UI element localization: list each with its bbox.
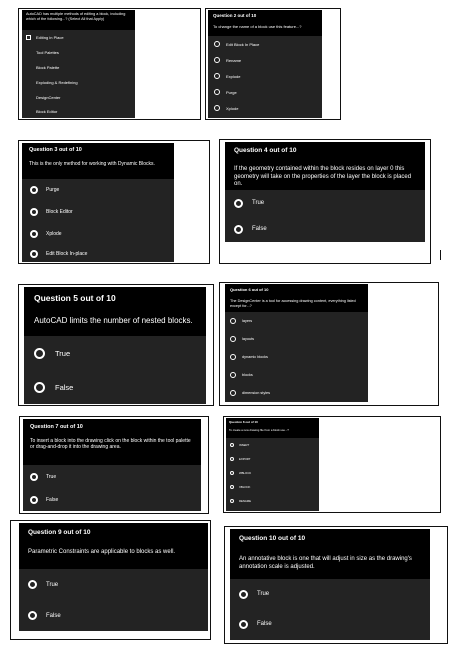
radio-button-icon[interactable]: [230, 499, 234, 503]
question-3-option-2[interactable]: [22, 201, 174, 223]
question-4-title: Question 4 out of 10: [234, 147, 297, 154]
question-2-option-1[interactable]: [208, 36, 322, 52]
radio-button-icon[interactable]: [230, 318, 236, 324]
question-10-text: An annotative block is one that will adjust in size as the drawing's annotation scale is adjusted.: [239, 556, 412, 570]
radio-button-icon[interactable]: [30, 473, 38, 481]
option-label: Explode: [226, 73, 241, 79]
option-label: Purge: [226, 89, 237, 95]
question-8-header: [226, 418, 319, 438]
option-label: Xplode: [46, 231, 62, 237]
radio-button-icon[interactable]: [230, 471, 234, 475]
radio-button-icon[interactable]: [28, 611, 37, 620]
option-label: True: [55, 348, 71, 358]
question-10-header: [230, 529, 430, 579]
radio-button-icon[interactable]: [230, 372, 236, 378]
question-8-text: To create a new drawing file from a block use...?: [229, 428, 289, 432]
option-label: dimension styles: [242, 391, 271, 395]
checkbox-icon[interactable]: [26, 35, 31, 40]
question-1-text: AutoCAD has multiple methods of editing a block, including which of the following...? (Select All that Apply): [26, 12, 126, 21]
question-3-card: [22, 143, 174, 262]
radio-button-icon[interactable]: [28, 580, 37, 589]
question-8-option-5[interactable]: [226, 494, 319, 508]
radio-button-icon[interactable]: [214, 57, 220, 63]
option-label: Edit Block In Place: [226, 41, 260, 47]
question-10-title: Question 10 out of 10: [239, 535, 306, 542]
question-6-card: [225, 284, 368, 402]
radio-button-icon[interactable]: [230, 457, 234, 461]
question-3-option-3[interactable]: [22, 223, 174, 245]
question-4-option-true[interactable]: [225, 190, 425, 216]
radio-button-icon[interactable]: [234, 225, 243, 234]
question-7-title: Question 7 out of 10: [30, 424, 83, 430]
radio-button-icon[interactable]: [30, 186, 38, 194]
question-9-card: [19, 523, 208, 631]
option-label: Tool Palettes: [36, 50, 59, 55]
radio-button-icon[interactable]: [214, 89, 220, 95]
question-6-option-4[interactable]: [225, 366, 368, 384]
option-label: False: [55, 382, 74, 392]
option-label: True: [257, 591, 270, 597]
divider-mark: [440, 250, 441, 260]
option-label: Block Editor: [36, 109, 58, 114]
question-6-option-2[interactable]: [225, 330, 368, 348]
option-label: layers: [242, 319, 253, 323]
question-3-text: This is the only method for working with Dynamic Blocks.: [29, 161, 155, 167]
radio-button-icon[interactable]: [34, 348, 45, 359]
option-label: layouts: [242, 337, 255, 341]
option-label: blocks: [242, 373, 253, 377]
option-label: False: [46, 612, 61, 619]
question-8-option-4[interactable]: [226, 480, 319, 494]
radio-button-icon[interactable]: [30, 208, 38, 216]
question-8-option-2[interactable]: [226, 452, 319, 466]
option-label: EXPORT: [239, 457, 251, 461]
option-label: False: [257, 621, 272, 627]
radio-button-icon[interactable]: [214, 73, 220, 79]
question-8-option-1[interactable]: [226, 438, 319, 452]
option-label: True: [46, 473, 57, 480]
question-4-header: [225, 142, 425, 190]
option-label: Block Editor: [46, 209, 73, 215]
question-10-option-true[interactable]: [230, 579, 430, 609]
question-6-option-5[interactable]: [225, 384, 368, 402]
question-8-card: [226, 418, 319, 511]
option-label: False: [252, 226, 267, 232]
option-label: Rename: [226, 57, 242, 63]
question-9-title: Question 9 out of 10: [28, 529, 91, 536]
question-2-text: To change the name of a block use this feature...?: [213, 24, 302, 29]
radio-button-icon[interactable]: [214, 41, 220, 47]
question-1-option-1[interactable]: [22, 30, 135, 45]
question-3-title: Question 3 out of 10: [29, 147, 82, 153]
question-9-header: [19, 523, 208, 569]
radio-button-icon[interactable]: [239, 620, 248, 629]
question-9-text: Parametric Constraints are applicable to blocks as well.: [28, 549, 176, 555]
option-label: RENAME: [239, 499, 251, 503]
question-5-card: [24, 287, 206, 404]
question-4-text: If the geometry contained within the block resides on layer 0 this geometry will take on the properties of the layer the block is placed on.: [234, 166, 412, 187]
radio-button-icon[interactable]: [230, 485, 234, 489]
question-2-option-4[interactable]: [208, 84, 322, 100]
question-2-header: [208, 10, 322, 36]
option-label: dynamic blocks: [242, 355, 268, 359]
radio-button-icon[interactable]: [30, 250, 38, 258]
radio-button-icon[interactable]: [239, 590, 248, 599]
question-8-option-3[interactable]: [226, 466, 319, 480]
question-7-option-true[interactable]: [23, 465, 201, 488]
question-5-title: Question 5 out of 10: [34, 293, 116, 303]
radio-button-icon[interactable]: [230, 336, 236, 342]
question-5-header: [24, 287, 206, 336]
question-7-text: To insert a block into the drawing click on the block within the tool palette or drag-and-drop it into the drawing area.: [30, 438, 191, 451]
question-1-card: [22, 10, 135, 118]
option-label: WBLOCK: [239, 471, 252, 475]
question-7-option-false[interactable]: [23, 488, 201, 511]
question-6-option-1[interactable]: [225, 312, 368, 330]
question-2-option-3[interactable]: [208, 68, 322, 84]
question-1-option-4[interactable]: [22, 75, 135, 90]
question-2-title: Question 2 out of 10: [213, 13, 257, 18]
radio-button-icon[interactable]: [230, 443, 234, 447]
radio-button-icon[interactable]: [30, 496, 38, 504]
question-1-option-3[interactable]: [22, 60, 135, 75]
question-1-option-6[interactable]: [22, 105, 135, 118]
question-5-text: AutoCAD limits the number of nested blocks.: [34, 316, 193, 325]
question-6-option-3[interactable]: [225, 348, 368, 366]
option-label: Exploding & Redefining: [36, 80, 78, 85]
question-3-option-4[interactable]: [22, 245, 174, 262]
question-1-option-2[interactable]: [22, 45, 135, 60]
option-label: True: [252, 200, 265, 206]
question-10-card: [230, 529, 430, 640]
radio-button-icon[interactable]: [214, 105, 220, 111]
radio-button-icon[interactable]: [230, 354, 236, 360]
question-2-option-5[interactable]: [208, 100, 322, 116]
question-10-option-false[interactable]: [230, 609, 430, 639]
question-2-card: [208, 10, 322, 118]
question-6-header: [225, 284, 368, 312]
question-4-option-false[interactable]: [225, 216, 425, 242]
option-label: DesignCenter: [36, 95, 61, 100]
option-label: False: [46, 496, 59, 503]
question-5-option-true[interactable]: [24, 336, 206, 370]
question-3-option-1[interactable]: [22, 179, 174, 201]
option-label: XBLOCK: [239, 485, 251, 489]
question-3-header: [22, 143, 174, 179]
option-label: True: [46, 581, 59, 588]
question-6-text: The DesignCenter is a tool for accessing drawing content, everything listed except for...?: [230, 299, 356, 308]
radio-button-icon[interactable]: [230, 390, 236, 396]
question-9-option-false[interactable]: [19, 600, 208, 631]
question-6-title: Question 6 out of 10: [230, 287, 269, 292]
option-label: INSERT: [239, 443, 250, 447]
question-7-header: [23, 419, 201, 465]
question-4-card: [225, 142, 425, 242]
radio-button-icon[interactable]: [234, 199, 243, 208]
radio-button-icon[interactable]: [34, 382, 45, 393]
question-9-option-true[interactable]: [19, 569, 208, 600]
question-2-option-2[interactable]: [208, 52, 322, 68]
option-label: Edit Block In-place: [46, 250, 88, 257]
question-1-option-5[interactable]: [22, 90, 135, 105]
option-label: Block Palette: [36, 65, 60, 70]
option-label: Purge: [46, 187, 60, 193]
question-1-header: [22, 10, 135, 30]
question-7-card: [23, 419, 201, 511]
question-8-title: Question 8 out of 10: [229, 420, 258, 424]
question-5-option-false[interactable]: [24, 370, 206, 404]
radio-button-icon[interactable]: [30, 230, 38, 238]
option-label: Editing in Place: [36, 35, 64, 40]
option-label: Xplode: [226, 105, 239, 111]
